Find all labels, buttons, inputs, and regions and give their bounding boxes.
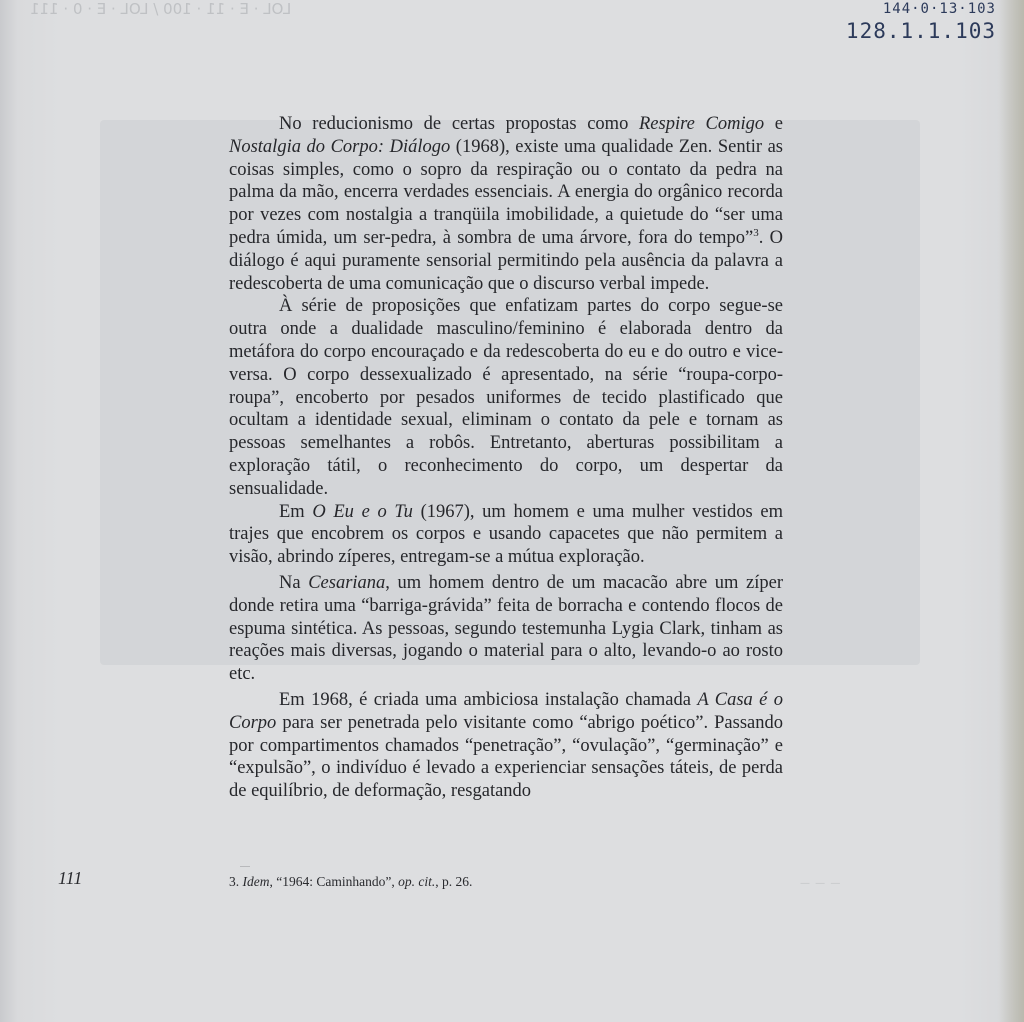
work-title: A Casa é o Corpo [229, 689, 784, 733]
show-through-running-head: — — — [800, 878, 842, 889]
body-text [229, 113, 783, 803]
work-title: Nostalgia do Corpo: Diálogo [229, 136, 451, 157]
work-title: Cesariana [308, 572, 386, 593]
archive-code-small: 144·0·13·103 [882, 1, 996, 17]
archive-stamp [846, 0, 996, 44]
paragraph-2: À série de proposições que enfatizam partes do corpo segue-se outra onde a dualidade masculino/feminino é elaborada dentro da metáfora do corpo encouraçado e da redescoberta do eu e do outro e vice-versa. O corpo dessexualizado é apresentado, na série “roupa-corpo-roupa”, encoberto por pesados uniformes de tecido plastificado que ocultam a identidade sexual, eliminam o contato da pele e tornam as pessoas semelhantes a robôs. Entretanto, aberturas possibilitam a exploração tátil, o reconhecimento do corpo, um despertar da sensualidade. [229, 296, 783, 499]
footnote-mark [240, 866, 250, 867]
work-title: O Eu e o Tu [312, 501, 413, 522]
page-number: 111 [58, 868, 83, 888]
footnote: 3. Idem, “1964: Caminhando”, op. cit., p. 26. [229, 874, 473, 889]
paragraph-5: Em 1968, é criada uma ambiciosa instalação chamada A Casa é o Corpo para ser penetrada pelo visitante como “abrigo poético”. Passando por compartimentos chamados “penetração”, “ovulação”, “germinação” e “expulsão”, o indivíduo é levado a experienciar sensações táteis, de perda de equilíbrio, de deformação, resgatando [229, 689, 784, 802]
paragraph-3: Em O Eu e o Tu (1967), um homem e uma mulher vestidos em trajes que encobrem os corpos e usando capacetes que não permitem a visão, abrindo zíperes, entregam-se a mútua exploração. [229, 501, 783, 568]
paragraph-1: No reducionismo de certas propostas como Respire Comigo e Nostalgia do Corpo: Diálogo (1968), existe uma qualidade Zen. Sentir as coisas simples, como o sopro da respiração ou o contato da pedra na palma da mão, encerra verdades essenciais. A energia do orgânico recorda por vezes com nostalgia a tranqüila imobilidade, a quietude do “ser uma pedra úmida, um ser-pedra, à sombra de uma árvore, fora do tempo”$^3$. O diálogo é aqui puramente sensorial permitindo pela ausência da palavra a redescoberta de uma comunicação que o discurso verbal impede. [229, 114, 784, 294]
paragraph-4: Na Cesariana, um homem dentro de um macacão abre um zíper donde retira uma “barriga-grávida” feita de borracha e contendo flocos de espuma sintética. As pessoas, segundo testemunha Lygia Clark, tinham as reações mais diversas, jogando o material para o alto, levando-o ao rosto etc. [229, 572, 783, 685]
archive-code-large: 128.1.1.103 [845, 19, 996, 43]
work-title: Respire Comigo [639, 114, 765, 134]
page-edge-shadow [998, 0, 1024, 1022]
footnote-ref: 3 [753, 226, 759, 239]
show-through-corner-marks: LOL · E · 11 · 100 / LOL · E · 0 · 111 [30, 0, 292, 18]
